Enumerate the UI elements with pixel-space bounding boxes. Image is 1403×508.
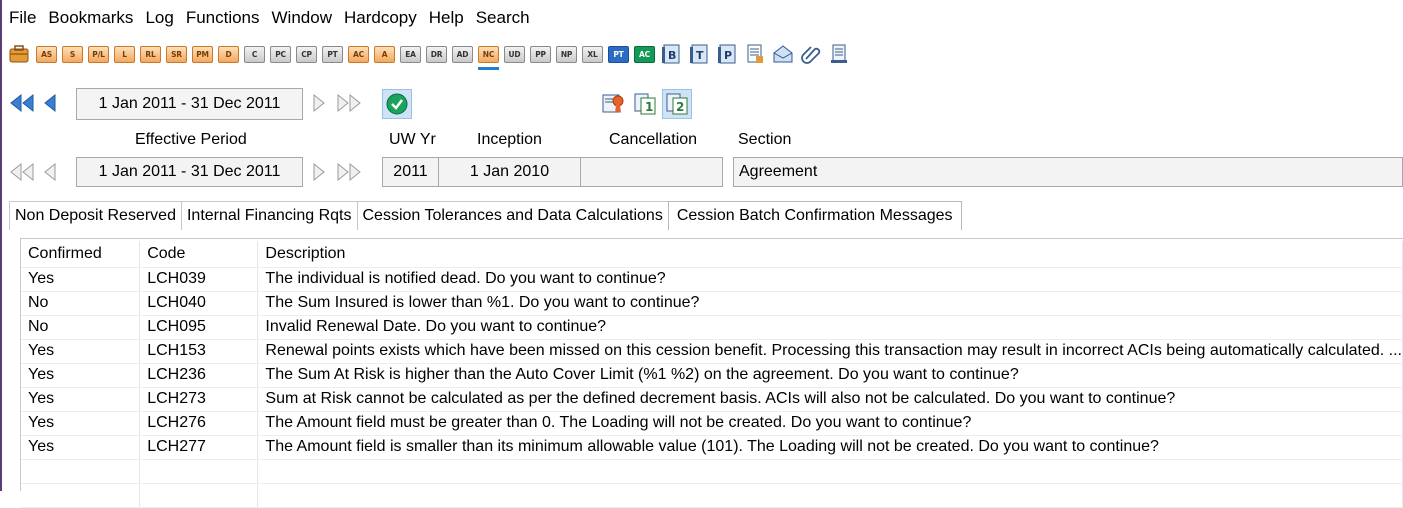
book-b-icon[interactable]	[660, 43, 682, 65]
column-header-description[interactable]: Description	[258, 241, 1403, 267]
toolbar-button-cp[interactable]: CP	[296, 46, 317, 63]
tab-internal-financing-rqts[interactable]: Internal Financing Rqts	[181, 201, 358, 230]
toolbar-button-ea[interactable]: EA	[400, 46, 421, 63]
toolbar-button-d[interactable]: D	[218, 46, 239, 63]
toolbar	[8, 40, 856, 68]
toolbar-button-ad[interactable]: AD	[452, 46, 473, 63]
table-row[interactable]	[21, 339, 1403, 363]
effective-period-field[interactable]: 1 Jan 2011 - 31 Dec 2011	[76, 157, 303, 187]
menu-window[interactable]: Window	[271, 8, 332, 27]
toolbar-button-ac[interactable]: AC	[348, 46, 369, 63]
uw-yr-label: UW Yr	[389, 131, 436, 148]
toolbar-button-pt[interactable]: PT	[322, 46, 343, 63]
cell-description: Renewal points exists which have been missed on this cession benefit. Processing this transaction may result in incorrect ACIs being automatically calculated. ...	[258, 339, 1403, 363]
toolbar-button-a[interactable]: A	[374, 46, 395, 63]
svg-text:B: B	[668, 49, 677, 62]
table-row[interactable]	[21, 267, 1403, 291]
cell-confirmed: Yes	[21, 267, 140, 291]
toolbar-button-np[interactable]: NP	[556, 46, 577, 63]
table-row[interactable]	[21, 291, 1403, 315]
toolbar-button-pt-blue[interactable]: PT	[608, 46, 629, 63]
cell-empty	[258, 483, 1403, 507]
table-row[interactable]	[21, 315, 1403, 339]
last-effective-period-icon[interactable]	[336, 161, 362, 188]
envelope-icon[interactable]	[772, 43, 794, 65]
cell-confirmed: Yes	[21, 435, 140, 459]
toolbar-button-pm[interactable]: PM	[192, 46, 213, 63]
cell-code: LCH095	[140, 315, 258, 339]
tab-cession-tolerances[interactable]: Cession Tolerances and Data Calculations	[357, 201, 669, 230]
table-row[interactable]	[21, 411, 1403, 435]
cell-description: The Amount field is smaller than its minimum allowable value (101). The Loading will not be created. Do you want to continue?	[258, 435, 1403, 459]
menu-search[interactable]: Search	[475, 8, 530, 27]
toolbar-button-dr[interactable]: DR	[426, 46, 447, 63]
cell-confirmed: Yes	[21, 363, 140, 387]
cell-code: LCH153	[140, 339, 258, 363]
cell-code: LCH276	[140, 411, 258, 435]
cell-empty	[140, 483, 258, 507]
inception-label: Inception	[477, 131, 542, 148]
tab-strip	[9, 201, 961, 230]
uw-yr-field: 2011	[382, 157, 439, 187]
confirm-button[interactable]	[382, 89, 412, 119]
svg-text:P: P	[724, 49, 733, 62]
menu-bookmarks[interactable]: Bookmarks	[48, 8, 134, 27]
cell-empty	[21, 483, 140, 507]
tab-non-deposit-reserved[interactable]: Non Deposit Reserved	[9, 201, 182, 230]
nav-forward-group	[312, 92, 362, 119]
cell-description: The Amount field must be greater than 0. The Loading will not be created. Do you want to continue?	[258, 411, 1403, 435]
table-row-empty	[21, 459, 1403, 483]
cell-confirmed: Yes	[21, 339, 140, 363]
first-effective-period-icon[interactable]	[9, 161, 35, 188]
cell-empty	[258, 459, 1403, 483]
cell-description: Invalid Renewal Date. Do you want to continue?	[258, 315, 1403, 339]
briefcase-icon[interactable]	[8, 43, 30, 65]
toolbar-button-xl[interactable]: XL	[582, 46, 603, 63]
menu-functions[interactable]: Functions	[185, 8, 260, 27]
cell-code: LCH040	[140, 291, 258, 315]
toolbar-button-pp[interactable]: PP	[530, 46, 551, 63]
cell-confirmed: No	[21, 291, 140, 315]
menu-log[interactable]: Log	[145, 8, 174, 27]
toolbar-button-s[interactable]: S	[62, 46, 83, 63]
sheet-one-icon[interactable]	[632, 91, 658, 117]
svg-text:1: 1	[645, 100, 654, 114]
cell-description: The Sum Insured is lower than %1. Do you want to continue?	[258, 291, 1403, 315]
next-effective-period-icon[interactable]	[312, 161, 326, 188]
table-row[interactable]	[21, 387, 1403, 411]
check-icon	[385, 92, 409, 116]
last-period-icon[interactable]	[336, 92, 362, 119]
cancellation-field	[580, 157, 723, 187]
column-header-confirmed[interactable]: Confirmed	[21, 241, 140, 267]
next-period-icon[interactable]	[312, 92, 326, 119]
toolbar-button-pl[interactable]: P/L	[88, 46, 109, 63]
period-selector[interactable]: 1 Jan 2011 - 31 Dec 2011	[76, 88, 303, 120]
svg-text:T: T	[696, 49, 704, 62]
cell-confirmed: Yes	[21, 411, 140, 435]
cell-empty	[21, 459, 140, 483]
window-edge	[0, 0, 2, 491]
toolbar-button-pc[interactable]: PC	[270, 46, 291, 63]
table-row-empty	[21, 483, 1403, 507]
table-row[interactable]	[21, 363, 1403, 387]
column-header-code[interactable]: Code	[140, 241, 258, 267]
section-field: Agreement	[733, 157, 1403, 187]
effective-period-label: Effective Period	[135, 131, 247, 148]
section-label: Section	[738, 131, 792, 148]
svg-text:2: 2	[676, 100, 685, 114]
menu-hardcopy[interactable]: Hardcopy	[343, 8, 417, 27]
book-t-icon[interactable]	[688, 43, 710, 65]
cell-confirmed: Yes	[21, 387, 140, 411]
scroll-icon[interactable]	[828, 43, 850, 65]
table-header-row	[21, 241, 1403, 267]
toolbar-button-sr[interactable]: SR	[166, 46, 187, 63]
nav-back-group-2	[9, 161, 57, 188]
cancellation-label: Cancellation	[609, 131, 698, 148]
cell-code: LCH236	[140, 363, 258, 387]
paperclip-icon[interactable]	[800, 43, 822, 65]
toolbar-button-l[interactable]: L	[114, 46, 135, 63]
table-row[interactable]	[21, 435, 1403, 459]
book-p-icon[interactable]	[716, 43, 738, 65]
menu-bar	[0, 0, 1403, 35]
first-period-icon[interactable]	[9, 92, 35, 119]
previous-period-icon[interactable]	[43, 92, 57, 119]
previous-effective-period-icon[interactable]	[43, 161, 57, 188]
menu-file[interactable]: File	[9, 8, 37, 27]
toolbar-button-nc[interactable]: NC	[478, 46, 499, 63]
sheet-two-icon[interactable]	[662, 89, 692, 119]
cell-description: The Sum At Risk is higher than the Auto Cover Limit (%1 %2) on the agreement. Do you want to continue?	[258, 363, 1403, 387]
tab-cession-batch-confirmation-messages[interactable]: Cession Batch Confirmation Messages	[668, 201, 962, 230]
toolbar-button-rl[interactable]: RL	[140, 46, 161, 63]
menu-help[interactable]: Help	[428, 8, 464, 27]
cell-code: LCH273	[140, 387, 258, 411]
cell-confirmed: No	[21, 315, 140, 339]
nav-back-group	[9, 92, 57, 119]
toolbar-button-c[interactable]: C	[244, 46, 265, 63]
toolbar-button-as[interactable]: AS	[36, 46, 57, 63]
nav-forward-group-2	[312, 161, 362, 188]
cell-code: LCH277	[140, 435, 258, 459]
cell-empty	[140, 459, 258, 483]
certificate-icon[interactable]	[600, 91, 626, 117]
cell-code: LCH039	[140, 267, 258, 291]
inception-field: 1 Jan 2010	[438, 157, 581, 187]
cell-description: Sum at Risk cannot be calculated as per the defined decrement basis. ACIs will also not be calculated. Do you want to continue?	[258, 387, 1403, 411]
toolbar-button-ud[interactable]: UD	[504, 46, 525, 63]
toolbar-button-ac-green[interactable]: AC	[634, 46, 655, 63]
messages-table	[20, 238, 1403, 491]
notes-icon[interactable]	[744, 43, 766, 65]
cell-description: The individual is notified dead. Do you want to continue?	[258, 267, 1403, 291]
